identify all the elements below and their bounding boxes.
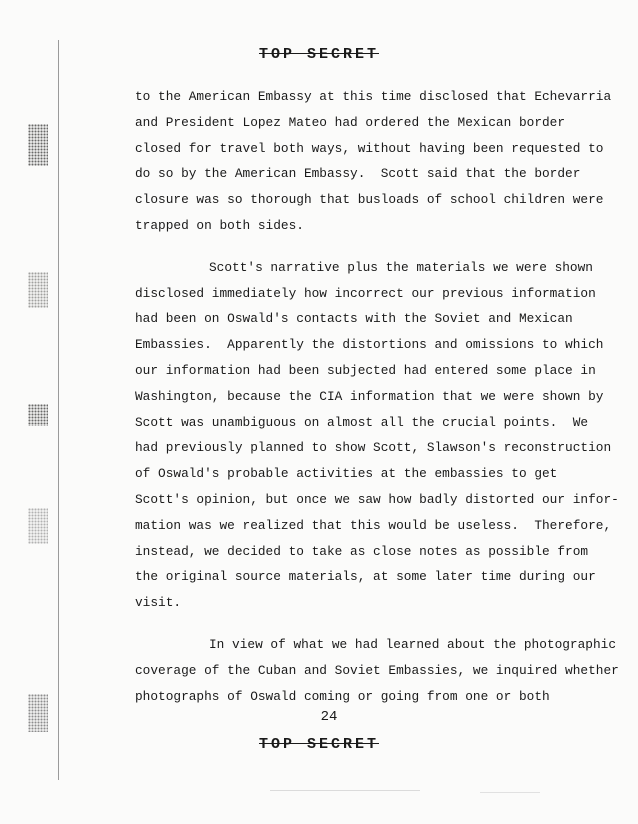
text-line: trapped on both sides.: [135, 217, 304, 233]
text-line: In view of what we had learned about the photographic: [209, 636, 617, 652]
paragraph-1: [135, 84, 625, 239]
document-body: [135, 84, 625, 725]
text-line: of Oswald's probable activities at the embassies to get: [135, 466, 558, 482]
binder-hole-mark: [28, 404, 48, 426]
text-line: do so by the American Embassy. Scott said that the border: [135, 166, 581, 182]
text-line: Scott was unambiguous on almost all the crucial points. We: [135, 414, 589, 430]
scan-artifact: [270, 790, 420, 791]
text-line: Washington, because the CIA information that we were shown by: [135, 388, 604, 404]
text-line: Scott's narrative plus the materials we were shown: [209, 259, 593, 275]
binder-hole-mark: [28, 124, 48, 166]
text-line: closed for travel both ways, without having been requested to: [135, 140, 604, 156]
paragraph-2: [135, 255, 625, 616]
text-line: instead, we decided to take as close notes as possible from: [135, 543, 589, 559]
text-line: disclosed immediately how incorrect our previous information: [135, 285, 596, 301]
binder-hole-mark: [28, 272, 48, 308]
text-line: Embassies. Apparently the distortions and omissions to which: [135, 337, 604, 353]
margin-rule: [58, 40, 59, 780]
header-classification: TOP SECRET: [258, 46, 379, 63]
scan-artifact: [480, 792, 540, 793]
text-line: to the American Embassy at this time disclosed that Echevarria: [135, 89, 612, 104]
text-line: our information had been subjected had entered some place in: [135, 362, 596, 378]
text-line: closure was so thorough that busloads of school children were: [135, 192, 604, 208]
text-line: the original source materials, at some later time during our: [135, 569, 596, 585]
text-line: visit.: [135, 595, 182, 611]
text-line: had previously planned to show Scott, Slawson's reconstruction: [135, 440, 612, 456]
binder-hole-mark: [28, 508, 48, 544]
text-line: and President Lopez Mateo had ordered the Mexican border: [135, 114, 566, 130]
page-number: 24: [320, 709, 338, 725]
text-line: photographs of Oswald coming or going from one or both: [135, 688, 550, 704]
paragraph-3: [135, 632, 625, 709]
text-line: had been on Oswald's contacts with the Soviet and Mexican: [135, 311, 573, 327]
text-line: Scott's opinion, but once we saw how badly distorted our infor-: [135, 491, 619, 507]
footer-classification: TOP SECRET: [258, 736, 379, 753]
text-line: coverage of the Cuban and Soviet Embassies, we inquired whether: [135, 662, 619, 678]
text-line: mation was we realized that this would be useless. Therefore,: [135, 517, 612, 533]
